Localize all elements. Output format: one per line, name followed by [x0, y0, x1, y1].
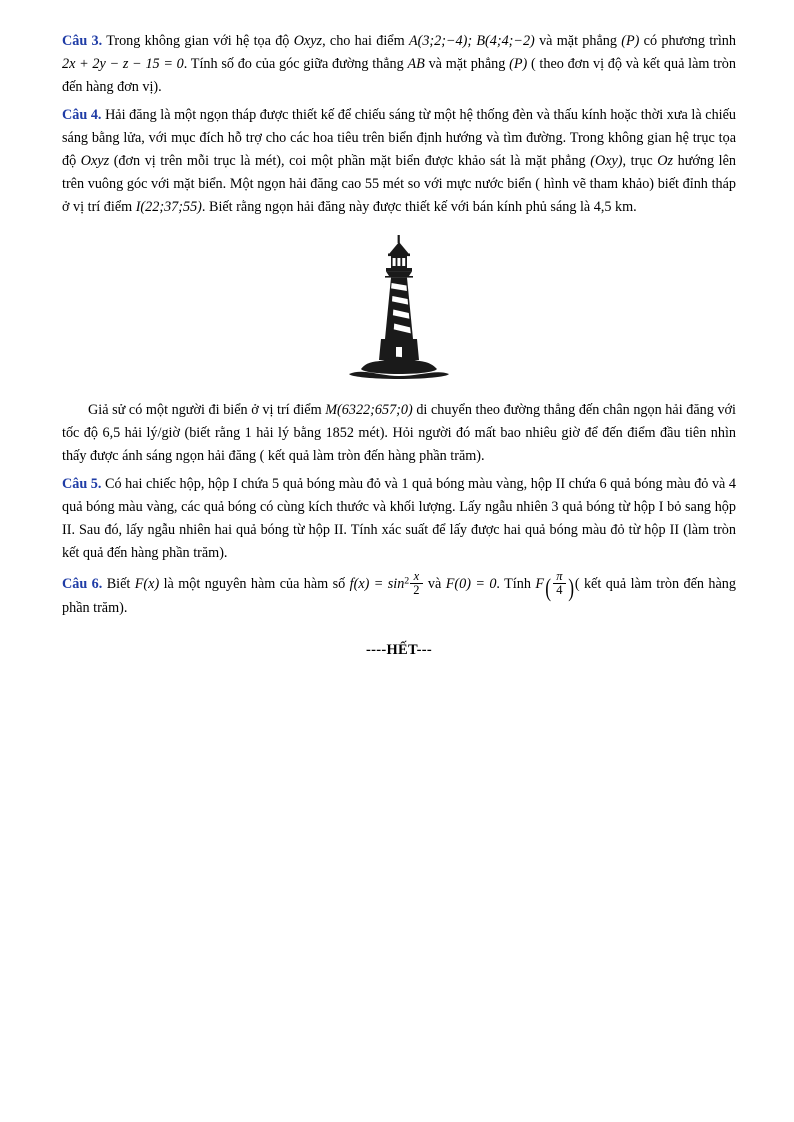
question-4	[62, 104, 736, 219]
point-m: M(6322;657;0)	[325, 402, 413, 418]
question-6-text-1: Biết	[106, 575, 135, 592]
question-6-text-4: . Tính	[496, 575, 536, 592]
point-i: I(22;37;55)	[135, 199, 202, 215]
right-paren: )	[567, 574, 574, 602]
question-4-text-5: . Biết rằng ngọn hải đăng này được thiết kế với bán kính phủ sáng là 4,5 km.	[201, 199, 637, 215]
question-4-after-figure-1: Giả sử có một người đi biển ở vị trí điểm	[88, 402, 326, 418]
left-paren: (	[545, 574, 552, 602]
question-3-text-b: , cho hai điểm	[322, 33, 409, 49]
question-6-text-2: là một nguyên hàm của hàm số	[159, 575, 350, 592]
fraction-x-over-2	[410, 570, 422, 597]
exponent-2: 2	[404, 575, 410, 587]
plane-p-1: (P)	[621, 33, 640, 49]
plane-oxy: (Oxy)	[590, 153, 623, 169]
question-3-text-c: và mặt phẳng	[534, 33, 622, 49]
document-footer: ----HẾT---	[365, 642, 433, 659]
question-4-text-1: Hải đăng là một ngọn tháp được thiết kế để chiếu sáng từ một hệ thống đèn và thấu kính hoặc thời xưa là chiếu sáng bằng lửa, với mục đích hỗ trợ cho các hoa tiêu trên biển định hướng và tìm đường. Trong không gian hệ trục tọa độ	[62, 107, 736, 169]
plane-equation: 2x + 2y − z − 15 = 0	[62, 56, 184, 72]
question-3-text-g: ( theo đơn vị độ và kết quả làm tròn đến hàng đơn vị).	[62, 56, 736, 95]
question-3-text-a: Trong không gian với hệ tọa độ	[106, 33, 294, 49]
coordinate-system-oxyz: Oxyz	[293, 33, 323, 49]
evaluate-f: F	[535, 575, 544, 592]
question-5-label: Câu 5.	[62, 476, 102, 492]
question-6-text-3: và	[423, 575, 446, 592]
question-4-text-3: , trục	[622, 153, 658, 169]
question-3-text-e: . Tính số đo của góc giữa đường thẳng	[183, 56, 408, 72]
lighthouse-icon	[339, 235, 459, 385]
question-3	[62, 30, 736, 99]
condition-f0: F(0) = 0	[445, 575, 497, 592]
question-5-text: Có hai chiếc hộp, hộp I chứa 5 quả bóng màu đỏ và 1 quả bóng màu vàng, hộp II chứa 6 quả bóng màu đỏ và 4 quả bóng màu vàng, các quả bóng có cùng kích thước và khối lượng. Lấy ngẫu nhiên 3 quả bóng từ hộp I bỏ sang hộp II. Sau đó, lấy ngẫu nhiên hai quả bóng từ hộp II. Tính xác suất để lấy được hai quả bóng màu đỏ từ hộp II (làm tròn kết quả đến hàng phần trăm).	[62, 476, 737, 561]
axis-oz: Oz	[657, 153, 674, 169]
fraction-numerator-x: x	[410, 570, 422, 584]
question-4-text-4: hướng lên trên vuông góc với mặt biển. Một ngọn hải đăng cao 55 mét so với mực nước biển ( hình vẽ tham khảo) biết đỉnh tháp ở vị trí điểm	[62, 153, 736, 215]
fraction-denominator-4: 4	[556, 583, 563, 598]
function-fx: f(x) = sin	[349, 575, 405, 592]
points-ab: A(3;2;−4); B(4;4;−2)	[408, 33, 535, 49]
question-4-label: Câu 4.	[62, 107, 102, 123]
plane-p-2: (P)	[509, 56, 528, 72]
question-4-continued	[62, 399, 736, 468]
question-6-text-5: ( kết quả làm tròn đến hàng phần trăm).	[62, 575, 736, 617]
fraction-pi-over-4	[553, 570, 565, 597]
lighthouse-figure	[62, 235, 736, 385]
fraction-numerator-pi: π	[553, 570, 565, 584]
question-5	[62, 473, 736, 565]
question-6	[62, 570, 736, 620]
question-3-label: Câu 3.	[62, 33, 103, 49]
fraction-denominator-2: 2	[413, 583, 420, 598]
question-4-after-figure-2: di chuyển theo đường thẳng đến chân ngọn hải đăng với tốc độ 6,5 hải lý/giờ (biết rằng 1 hải lý bằng 1852 mét). Hỏi người đó mất bao nhiêu giờ để đến điểm đầu tiên nhìn thấy được ánh sáng ngọn hải đăng ( kết quả làm tròn đến hàng phần trăm).	[62, 402, 736, 464]
question-4-text-2: (đơn vị trên mỗi trục là mét), coi một phần mặt biển được khảo sát là mặt phẳng	[109, 153, 591, 169]
question-3-text-f: và mặt phẳng	[424, 56, 510, 72]
line-ab: AB	[407, 56, 425, 72]
coordinate-system-oxyz-2: Oxyz	[80, 153, 110, 169]
question-6-label: Câu 6.	[62, 575, 103, 592]
antiderivative-fx: F(x)	[134, 575, 160, 592]
question-3-text-d: có phương trình	[639, 33, 736, 49]
